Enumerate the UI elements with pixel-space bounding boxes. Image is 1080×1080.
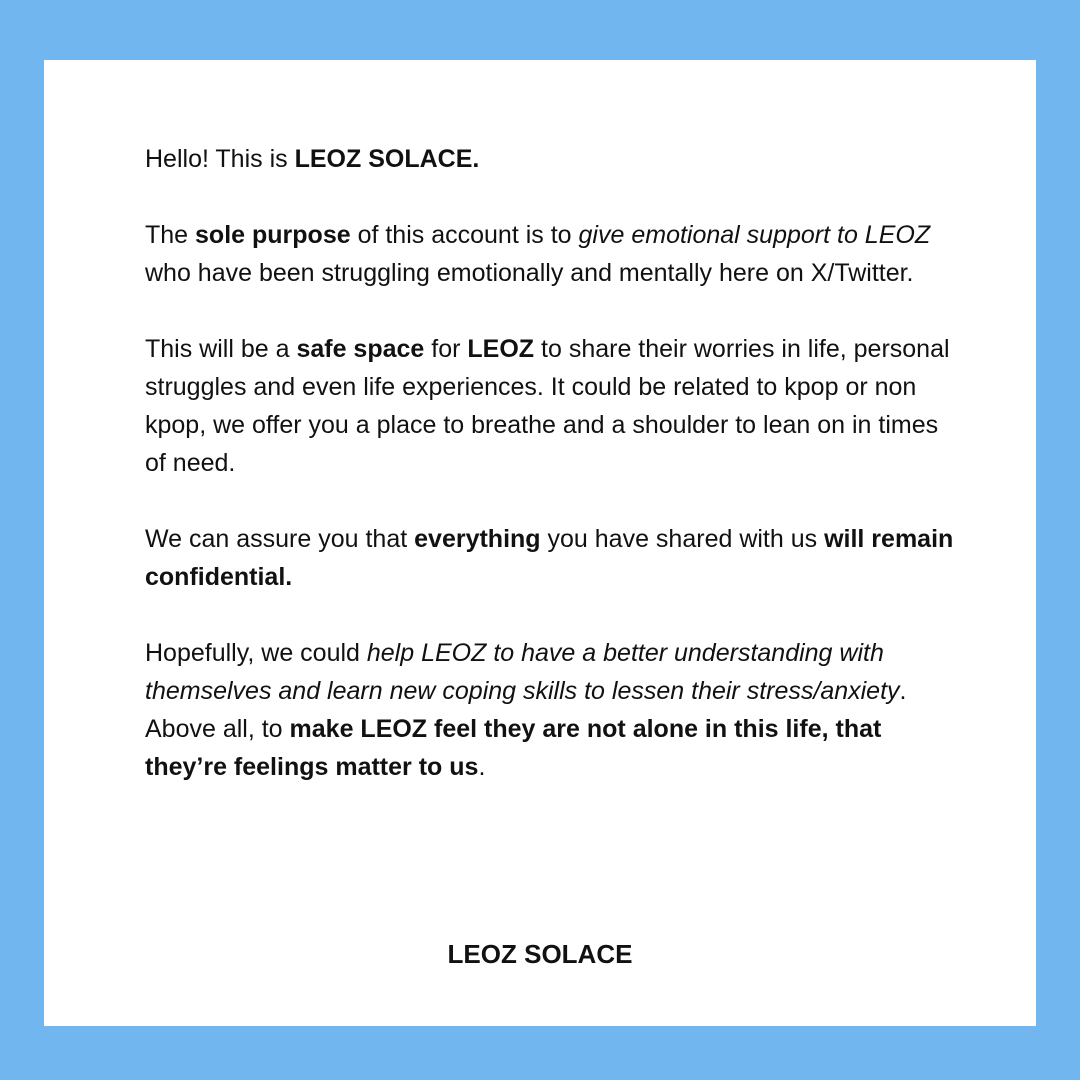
text-run-bold: make LEOZ feel they are not alone in this life, that they’re feelings matter to us: [145, 715, 882, 781]
text-run: The: [145, 221, 196, 249]
text-run-italic: give emotional support to LEOZ: [578, 221, 931, 249]
text-run-bold: LEOZ: [467, 335, 535, 363]
text-run: for: [424, 335, 468, 363]
body-text: [145, 140, 955, 786]
text-run: .: [478, 753, 486, 781]
paragraph-confidential: [145, 520, 955, 596]
text-run-bold: sole purpose: [195, 221, 351, 249]
text-run: Hello! This is: [145, 145, 295, 173]
paragraph-purpose: [145, 216, 955, 292]
paragraph-hope: [145, 634, 955, 786]
text-run: you have shared with us: [540, 525, 825, 553]
text-run: to share their worries in life, personal struggles and even life experiences. It could be related to kpop or non kpop, we offer you a place to breathe and a shoulder to lean on in times of need.: [145, 335, 950, 477]
text-run-bold: will remain confidential.: [145, 525, 954, 591]
paragraph-greeting: [145, 140, 955, 178]
paragraph-safe-space: [145, 330, 955, 482]
content-card: [44, 60, 1036, 1026]
signature: LEOZ SOLACE: [447, 939, 633, 969]
text-run-bold: LEOZ SOLACE.: [294, 145, 480, 173]
text-run: We can assure you that: [145, 525, 415, 553]
text-run: . Above all, to: [145, 677, 907, 743]
text-run: Hopefully, we could: [145, 639, 367, 667]
text-run: This will be a: [145, 335, 297, 363]
text-run-bold: everything: [414, 525, 541, 553]
text-run: who have been struggling emotionally and mentally here on X/Twitter.: [145, 259, 914, 287]
text-run: of this account is to: [350, 221, 579, 249]
text-run-bold: safe space: [296, 335, 425, 363]
text-run-italic: help LEOZ to have a better understanding with themselves and learn new coping skills to lessen their stress/anxiety: [145, 639, 900, 705]
